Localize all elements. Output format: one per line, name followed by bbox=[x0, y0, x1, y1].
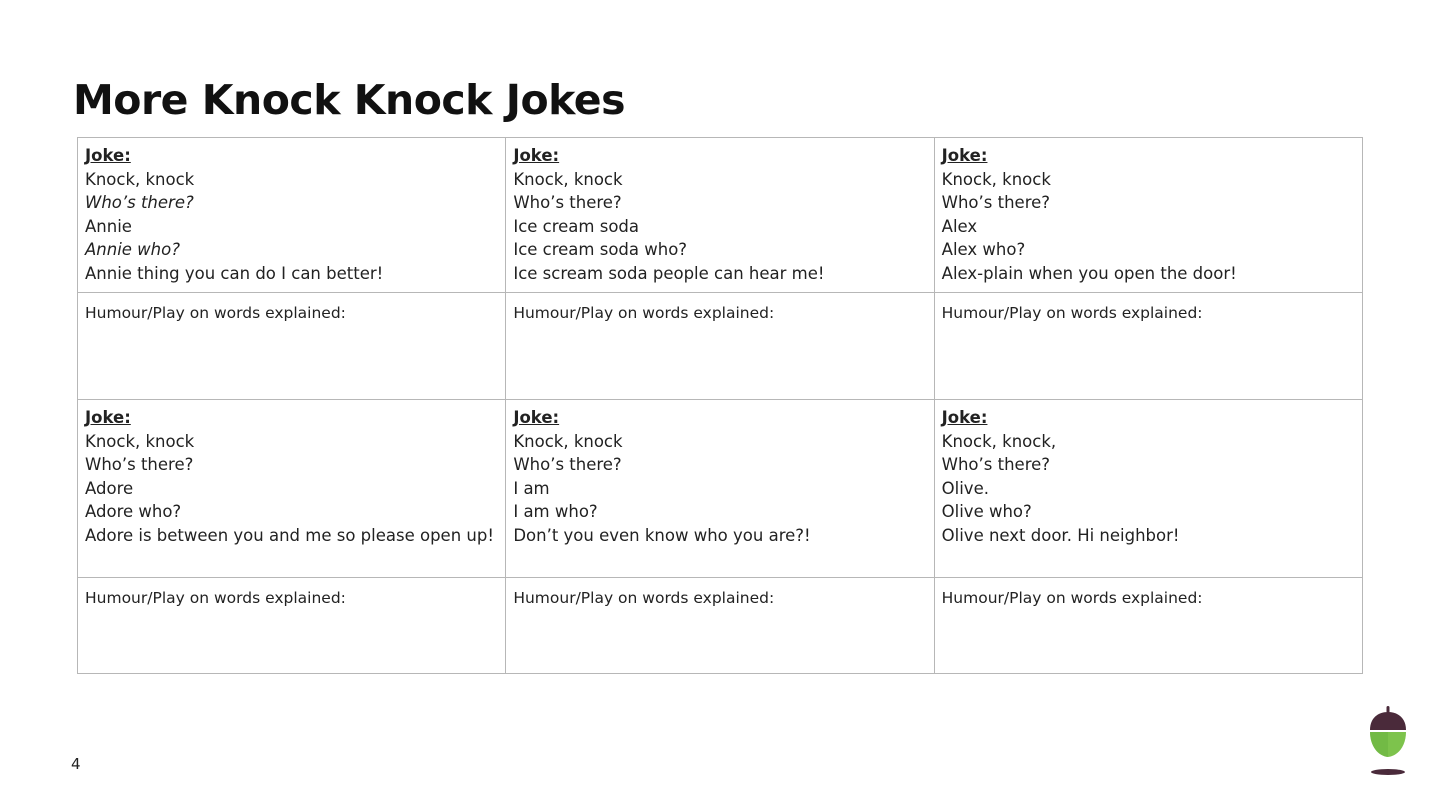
joke-line: I am bbox=[513, 478, 550, 498]
humour-row bbox=[78, 578, 1363, 674]
joke-line: Annie who? bbox=[85, 240, 180, 259]
joke-label: Joke: bbox=[941, 146, 988, 165]
joke-cell-5 bbox=[506, 400, 934, 578]
humour-label: Humour/Play on words explained: bbox=[513, 589, 775, 607]
humour-label: Humour/Play on words explained: bbox=[513, 304, 775, 322]
humour-cell-3[interactable] bbox=[934, 293, 1362, 400]
joke-label: Joke: bbox=[85, 408, 131, 427]
humour-row bbox=[78, 293, 1363, 400]
joke-line: Alex who? bbox=[941, 240, 1026, 259]
joke-line: Knock, knock bbox=[941, 169, 1051, 189]
joke-row bbox=[78, 400, 1363, 578]
joke-label: Joke: bbox=[85, 146, 131, 165]
logo-stem bbox=[1387, 706, 1390, 713]
humour-label: Humour/Play on words explained: bbox=[941, 589, 1203, 607]
joke-line: Adore who? bbox=[85, 502, 182, 521]
humour-label: Humour/Play on words explained: bbox=[85, 589, 346, 607]
joke-line: Olive next door. Hi neighbor! bbox=[941, 525, 1180, 545]
joke-label: Joke: bbox=[941, 408, 988, 427]
page-title: More Knock Knock Jokes bbox=[73, 76, 626, 124]
joke-line: Annie bbox=[85, 216, 132, 236]
joke-line: Don’t you even know who you are?! bbox=[513, 525, 811, 545]
joke-line: Knock, knock bbox=[85, 431, 195, 451]
logo-cap bbox=[1370, 712, 1406, 730]
joke-line: Who’s there? bbox=[941, 455, 1051, 474]
logo-base bbox=[1371, 769, 1405, 775]
humour-label: Humour/Play on words explained: bbox=[941, 304, 1203, 322]
humour-label: Humour/Play on words explained: bbox=[85, 304, 346, 322]
joke-line: Who’s there? bbox=[85, 193, 194, 212]
joke-cell-6 bbox=[934, 400, 1362, 578]
logo-body-shade bbox=[1370, 732, 1388, 757]
humour-cell-5[interactable] bbox=[506, 578, 934, 674]
humour-cell-4[interactable] bbox=[78, 578, 506, 674]
joke-label: Joke: bbox=[513, 146, 560, 165]
joke-line: Alex bbox=[941, 216, 978, 236]
humour-cell-1[interactable] bbox=[78, 293, 506, 400]
humour-cell-6[interactable] bbox=[934, 578, 1362, 674]
joke-line: Who’s there? bbox=[513, 193, 622, 212]
joke-label: Joke: bbox=[513, 408, 560, 427]
joke-line: Knock, knock, bbox=[941, 431, 1057, 451]
joke-line: Ice scream soda people can hear me! bbox=[513, 263, 825, 283]
joke-line: Adore is between you and me so please open up! bbox=[85, 525, 494, 545]
joke-cell-4 bbox=[78, 400, 506, 578]
page-number: 4 bbox=[71, 755, 81, 773]
joke-line: Olive who? bbox=[941, 502, 1032, 521]
jokes-table bbox=[77, 137, 1363, 674]
joke-line: Olive. bbox=[941, 478, 989, 498]
joke-cell-2 bbox=[506, 138, 934, 293]
joke-line: Who’s there? bbox=[85, 455, 194, 474]
humour-cell-2[interactable] bbox=[506, 293, 934, 400]
joke-line: Knock, knock bbox=[85, 169, 195, 189]
joke-row bbox=[78, 138, 1363, 293]
joke-line: Knock, knock bbox=[513, 431, 623, 451]
joke-line: Ice cream soda bbox=[513, 216, 640, 236]
joke-line: Adore bbox=[85, 478, 134, 498]
joke-line: Alex-plain when you open the door! bbox=[941, 263, 1237, 283]
joke-line: Who’s there? bbox=[941, 193, 1051, 212]
joke-line: Who’s there? bbox=[513, 455, 622, 474]
joke-line: Knock, knock bbox=[513, 169, 623, 189]
acorn-logo-icon bbox=[1366, 706, 1410, 778]
joke-cell-1 bbox=[78, 138, 506, 293]
joke-line: I am who? bbox=[513, 502, 598, 521]
joke-cell-3 bbox=[934, 138, 1362, 293]
joke-line: Annie thing you can do I can better! bbox=[85, 263, 384, 283]
joke-line: Ice cream soda who? bbox=[513, 240, 688, 259]
